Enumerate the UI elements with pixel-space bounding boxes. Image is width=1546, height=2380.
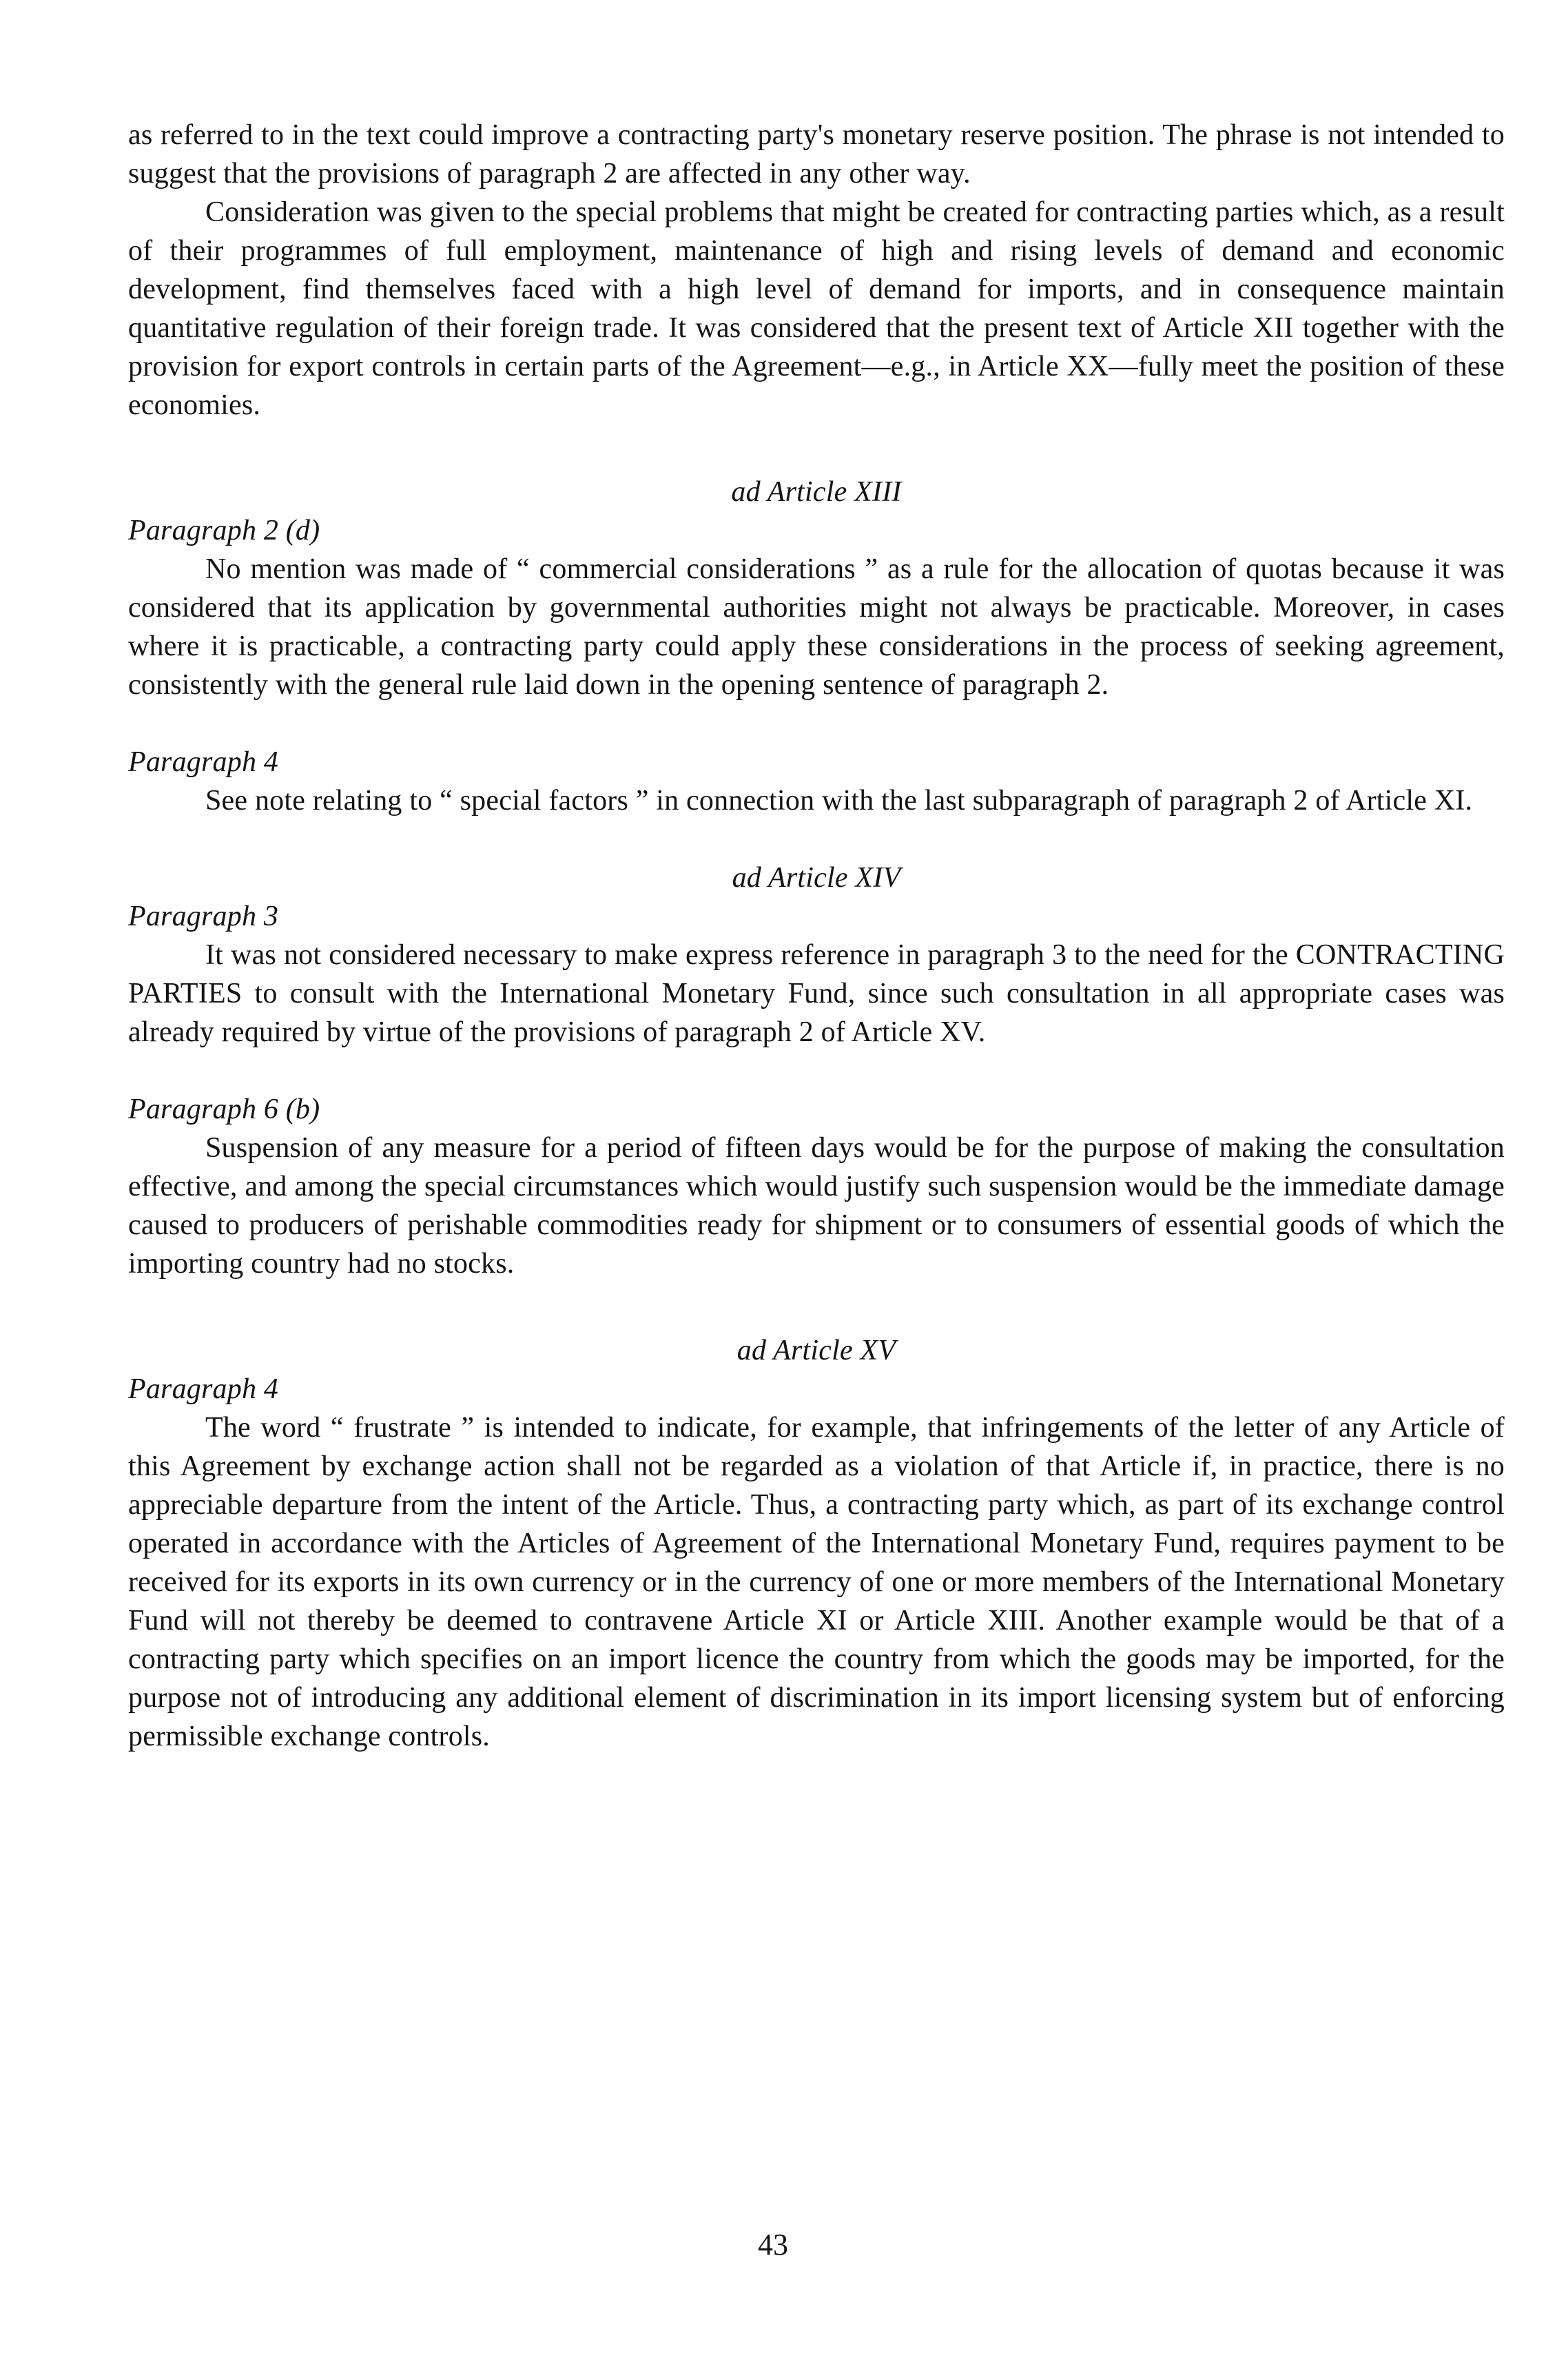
section-title-article-xiv: ad Article XIV bbox=[732, 862, 901, 894]
paragraph-heading-xiv-3: Paragraph 3 bbox=[128, 901, 279, 932]
paragraph-text-6b: Suspension of any measure for a period of fifteen days would be for the purpose of making the consultation effective, and among the special circumstances which would justify such suspension would be the immediate damage caused to producers of perishable commodities ready for shipment or to consumers of essential goods of which the importing country had no stocks. bbox=[128, 1132, 1505, 1280]
intro-paragraph-1: as referred to in the text could improve a contracting party's monetary reserve position. The phrase is not intended to suggest that the provisions of paragraph 2 are affected in any other way. bbox=[128, 119, 1505, 189]
document-page bbox=[128, 116, 1505, 1756]
intro-paragraph-2: Consideration was given to the special problems that might be created for contracting parties which, as a result of their programmes of full employment, maintenance of high and rising levels of demand and economic development, find themselves faced with a high level of demand for imports, and in consequence maintain quantitative regulation of their foreign trade. It was considered that the present text of Article XII together with the provision for export controls in certain parts of the Agreement—e.g., in Article XX—fully meet the position of these economies. bbox=[128, 196, 1505, 421]
paragraph-heading-6b: Paragraph 6 (b) bbox=[128, 1094, 320, 1125]
paragraph-heading-2d: Paragraph 2 (d) bbox=[128, 515, 320, 546]
section-title-article-xv: ad Article XV bbox=[736, 1335, 896, 1366]
paragraph-text-2d: No mention was made of “ commercial considerations ” as a rule for the allocation of quotas because it was considered that its application by governmental authorities might not always be practicable. Moreover, in cases where it is practicable, a contracting party could apply these considerations in the process of seeking agreement, consistently with the general rule laid down in the opening sentence of paragraph 2. bbox=[128, 553, 1505, 701]
paragraph-heading-xv-4: Paragraph 4 bbox=[128, 1373, 279, 1405]
paragraph-text-xiii-4: See note relating to “ special factors ” in connection with the last subparagraph of paragraph 2 of Article XI. bbox=[205, 785, 1473, 817]
section-article-xv bbox=[128, 1331, 1505, 1756]
paragraph-text-xv-4: The word “ frustrate ” is intended to indicate, for example, that infringements of the letter of any Article of this Agreement by exchange action shall not be regarded as a violation of that Article if, in practice, there is no appreciable departure from the intent of the Article. Thus, a contracting party which, as part of its exchange control operated in accordance with the Articles of Agreement of the International Monetary Fund, requires payment to be received for its exports in its own currency or in the currency of one or more members of the International Monetary Fund will not thereby be deemed to contravene Article XI or Article XIII. Another example would be that of a contracting party which specifies on an import licence the country from which the goods may be imported, for the purpose not of introducing any additional element of discrimination in its import licensing system but of enforcing permissible exchange controls. bbox=[128, 1412, 1505, 1752]
page-number: 43 bbox=[758, 2228, 788, 2261]
paragraph-text-xiv-3: It was not considered necessary to make express reference in paragraph 3 to the need for the CONTRACTING PARTIES to consult with the International Monetary Fund, since such consultation in all appropriate cases was already required by virtue of the provisions of paragraph 2 of Article XV. bbox=[128, 939, 1505, 1048]
paragraph-heading-xiii-4: Paragraph 4 bbox=[128, 746, 279, 778]
section-article-xiv bbox=[128, 859, 1505, 1283]
section-title-article-xiii: ad Article XIII bbox=[731, 476, 902, 508]
section-article-xiii bbox=[128, 473, 1505, 820]
